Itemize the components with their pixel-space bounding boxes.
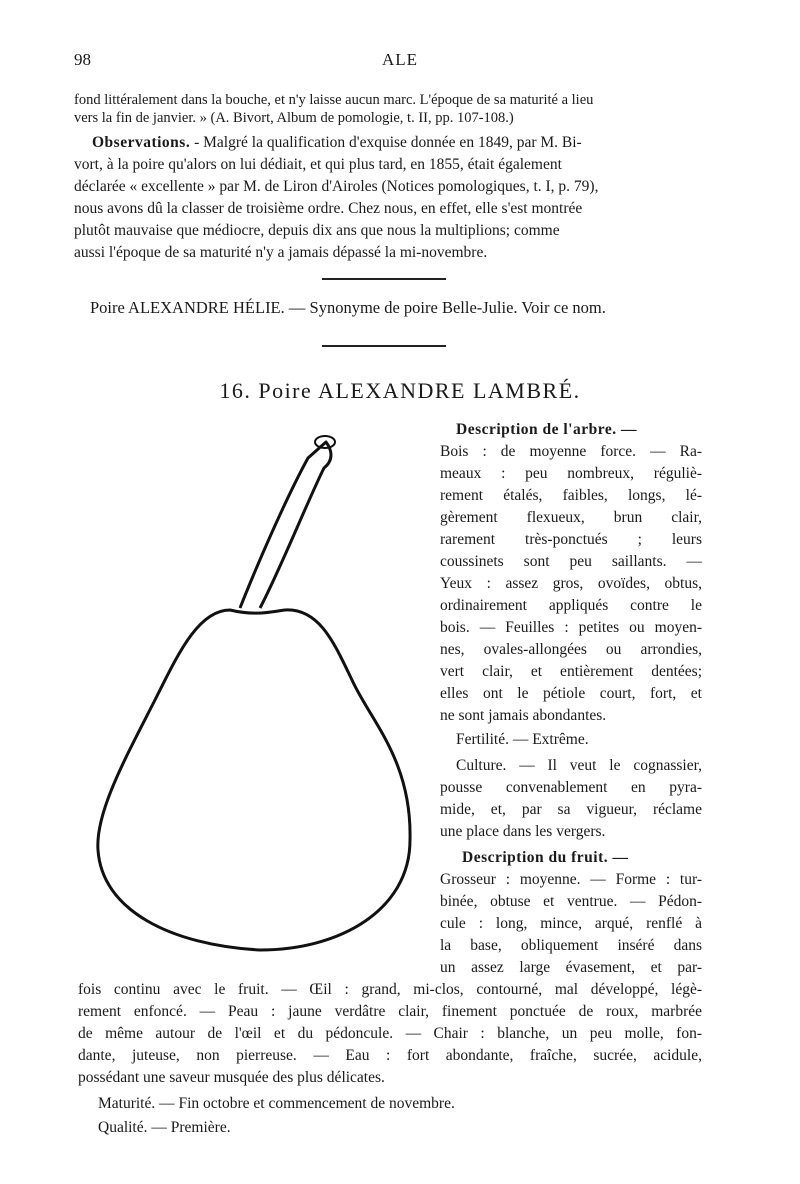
tree-line: nes, ovales-allongées ou arrondies, <box>440 641 702 658</box>
fruit-line: un assez large évasement, et par- <box>440 959 702 976</box>
fruit-line: rement enfoncé. — Peau : jaune verdâtre clair, finement ponctuée de roux, marbrée <box>78 1003 702 1020</box>
culture-line: une place dans les vergers. <box>440 823 606 840</box>
intro-line: fond littéralement dans la bouche, et n'y laisse aucun marc. L'époque de sa maturité a lieu <box>74 92 594 108</box>
tree-line: gèrement flexueux, brun clair, <box>440 509 702 526</box>
tree-line: rement étalés, faibles, longs, lé- <box>440 487 702 504</box>
entry-number: 16. <box>219 378 252 403</box>
tree-line: Yeux : assez gros, ovoïdes, obtus, <box>440 575 702 592</box>
pear-stem <box>240 442 331 608</box>
tree-line: Bois : de moyenne force. — Ra- <box>440 443 702 460</box>
running-head: ALE <box>381 50 419 69</box>
fruit-line: binée, obtuse et ventrue. — Pédon- <box>440 893 702 910</box>
fruit-line: possédant une saveur musquée des plus délicates. <box>78 1069 385 1086</box>
divider <box>322 278 446 280</box>
fruit-line: fois continu avec le fruit. — Œil : grand, mi-clos, contourné, mal développé, légè- <box>78 981 702 998</box>
fruit-heading: Description du fruit. — <box>462 849 629 866</box>
culture-line: mide, et, par sa vigueur, réclame <box>440 801 702 818</box>
fruit-line: de même autour de l'œil et du pédoncule. — Chair : blanche, un peu molle, fon- <box>78 1025 702 1042</box>
tree-line: vert clair, et entièrement dentées; <box>440 663 702 680</box>
observations-line: - Malgré la qualification d'exquise donnée en 1849, par M. Bi- <box>190 134 582 151</box>
culture-line: Culture. — Il veut le cognassier, <box>456 757 702 774</box>
entry-name: Poire ALEXANDRE LAMBRÉ. <box>258 378 581 403</box>
intro-line: vers la fin de janvier. » (A. Bivort, Album de pomologie, t. II, pp. 107-108.) <box>74 110 514 126</box>
entry-title <box>0 378 800 404</box>
fruit-line: cule : long, mince, arqué, renflé à <box>440 915 702 932</box>
observations-line: plutôt mauvaise que médiocre, depuis dix ans que nous la multiplions; comme <box>74 222 560 239</box>
pear-body <box>98 610 410 950</box>
divider <box>322 345 446 347</box>
maturity-line: Maturité. — Fin octobre et commencement de novembre. <box>98 1095 455 1112</box>
synonym-entry: Poire ALEXANDRE HÉLIE. — Synonyme de poire Belle-Julie. Voir ce nom. <box>90 298 606 317</box>
tree-line: rarement très-ponctués ; leurs <box>440 531 702 548</box>
observations-line: vort, à la poire qu'alors on lui dédiait, et qui plus tard, en 1855, était également <box>74 156 562 173</box>
tree-line: coussinets sont peu saillants. — <box>440 553 702 570</box>
tree-line: elles ont le pétiole court, fort, et <box>440 685 702 702</box>
tree-heading: Description de l'arbre. — <box>456 421 637 438</box>
page-number: 98 <box>74 50 91 69</box>
fruit-line: Grosseur : moyenne. — Forme : tur- <box>440 871 702 888</box>
tree-line: ordinairement appliqués contre le <box>440 597 702 614</box>
fruit-line: la base, obliquement inséré dans <box>440 937 702 954</box>
observations-label: Observations. <box>92 134 191 151</box>
fruit-line: dante, juteuse, non pierreuse. — Eau : fort abondante, fraîche, sucrée, acidule, <box>78 1047 702 1064</box>
tree-line: meaux : peu nombreux, réguliè- <box>440 465 702 482</box>
observations-line: nous avons dû la classer de troisième ordre. Chez nous, en effet, elle s'est montrée <box>74 200 583 217</box>
quality-line: Qualité. — Première. <box>98 1119 231 1136</box>
pear-outline-illustration <box>80 420 440 960</box>
fertility-line: Fertilité. — Extrême. <box>456 731 589 748</box>
observations-line: déclarée « excellente » par M. de Liron d'Airoles (Notices pomologiques, t. I, p. 79), <box>74 178 599 195</box>
observations-line: aussi l'époque de sa maturité n'y a jamais dépassé la mi-novembre. <box>74 244 488 261</box>
tree-line: ne sont jamais abondantes. <box>440 707 607 724</box>
tree-line: bois. — Feuilles : petites ou moyen- <box>440 619 702 636</box>
culture-line: pousse convenablement en pyra- <box>440 779 702 796</box>
